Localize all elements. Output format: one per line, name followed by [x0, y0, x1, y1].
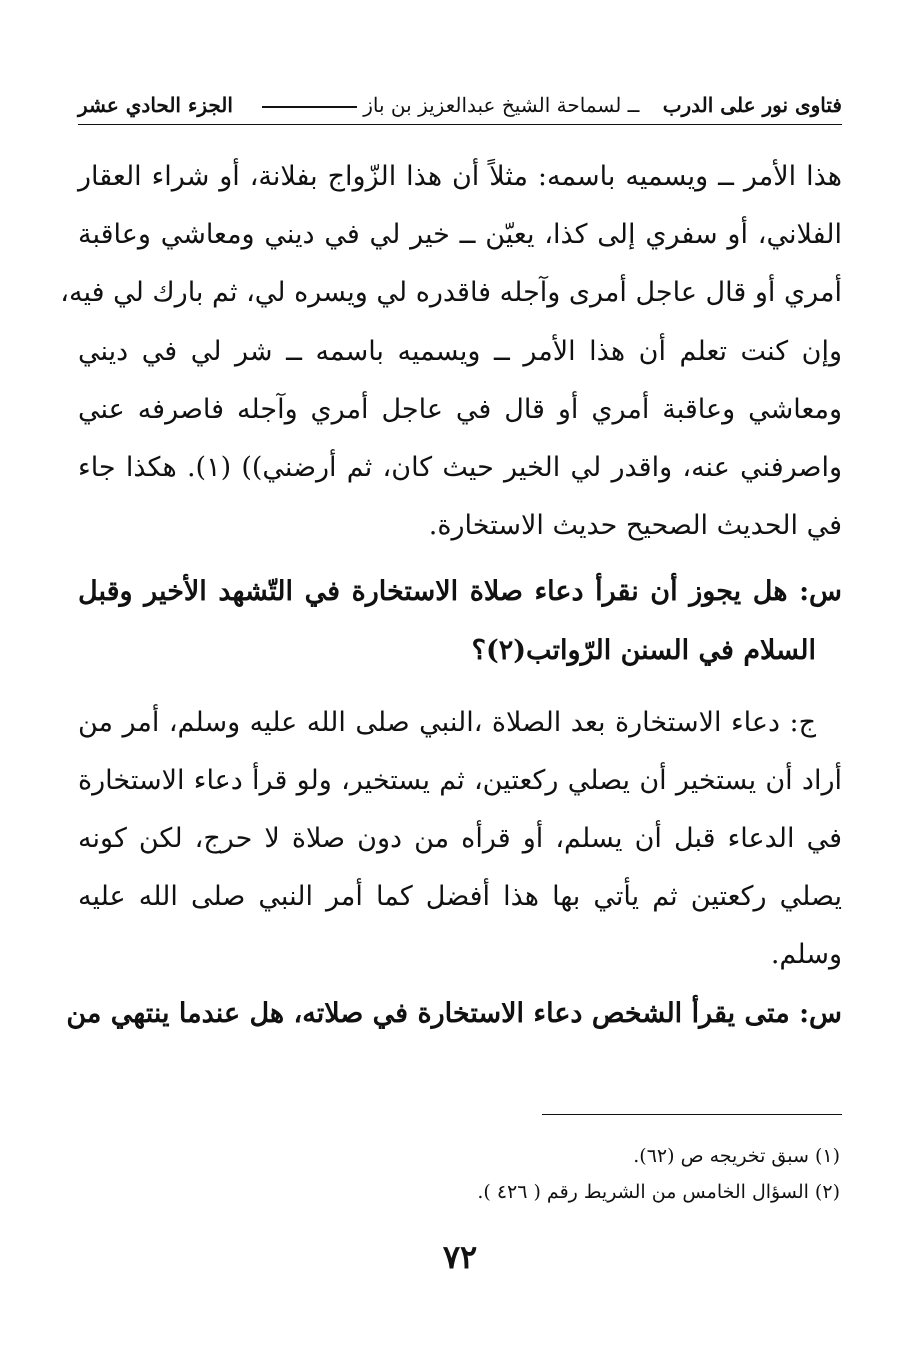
header-author	[233, 93, 663, 117]
paragraph-continuation	[60, 148, 842, 555]
text-line: وإن كنت تعلم أن هذا الأمر ــ ويسميه باسمه ــ شر لي في ديني	[78, 335, 842, 367]
text-line: واصرفني عنه، واقدر لي الخير حيث كان، ثم أرضني)) (١). هكذا جاء	[78, 451, 842, 483]
footnote-rule	[542, 1114, 842, 1115]
answer-1	[78, 694, 842, 985]
header-rule	[78, 124, 842, 125]
text-line: ومعاشي وعاقبة أمري أو قال في عاجل أمري وآجله فاصرفه عني	[78, 393, 842, 425]
text-line: أمري أو قال عاجل أمرى وآجله فاقدره لي ويسره لي، ثم بارك لي فيه،	[60, 277, 842, 309]
text-line: الفلاني، أو سفري إلى كذا، يعيّن ــ خير لي في ديني ومعاشي وعاقبة	[78, 219, 842, 251]
question-1	[78, 563, 842, 679]
text-line: هذا الأمر ــ ويسميه باسمه: مثلاً أن هذا الزّواج بفلانة، أو شراء العقار	[78, 161, 842, 192]
header-book-title: فتاوى نور على الدرب	[662, 93, 842, 117]
text-line: في الحديث الصحيح حديث الاستخارة.	[428, 510, 842, 542]
header-dash-line	[262, 106, 357, 108]
footnotes	[300, 1138, 840, 1210]
answer-line: في الدعاء قبل أن يسلم، أو قرأه من دون صلاة لا حرج، لكن كونه	[78, 823, 842, 855]
header-author-text: ــ لسماحة الشيخ عبدالعزيز بن باز	[363, 93, 640, 117]
answer-line: يصلي ركعتين ثم يأتي بها هذا أفضل كما أمر النبي صلى الله عليه	[78, 881, 842, 913]
question-line: السلام في السنن الرّواتب(٢)؟	[471, 634, 816, 666]
question-2	[66, 985, 842, 1043]
answer-line: أراد أن يستخير أن يصلي ركعتين، ثم يستخير، ولو قرأ دعاء الاستخارة	[78, 764, 842, 796]
question-line: س: متى يقرأ الشخص دعاء الاستخارة في صلاته، هل عندما ينتهي من	[66, 997, 842, 1029]
header-part: الجزء الحادي عشر	[78, 93, 233, 117]
footnote-2: (٢) السؤال الخامس من الشريط رقم ( ٤٢٦ ).	[477, 1181, 840, 1203]
page-number: ٧٢	[442, 1238, 478, 1276]
page-body	[60, 148, 842, 1043]
footnote-1: (١) سبق تخريجه ص (٦٢).	[633, 1145, 840, 1167]
question-line: س: هل يجوز أن نقرأ دعاء صلاة الاستخارة في التّشهد الأخير وقبل	[78, 576, 842, 608]
running-header	[78, 88, 842, 122]
answer-line: وسلم.	[770, 939, 842, 971]
answer-line: ج: دعاء الاستخارة بعد الصلاة ،النبي صلى الله عليه وسلم، أمر من	[78, 706, 816, 738]
